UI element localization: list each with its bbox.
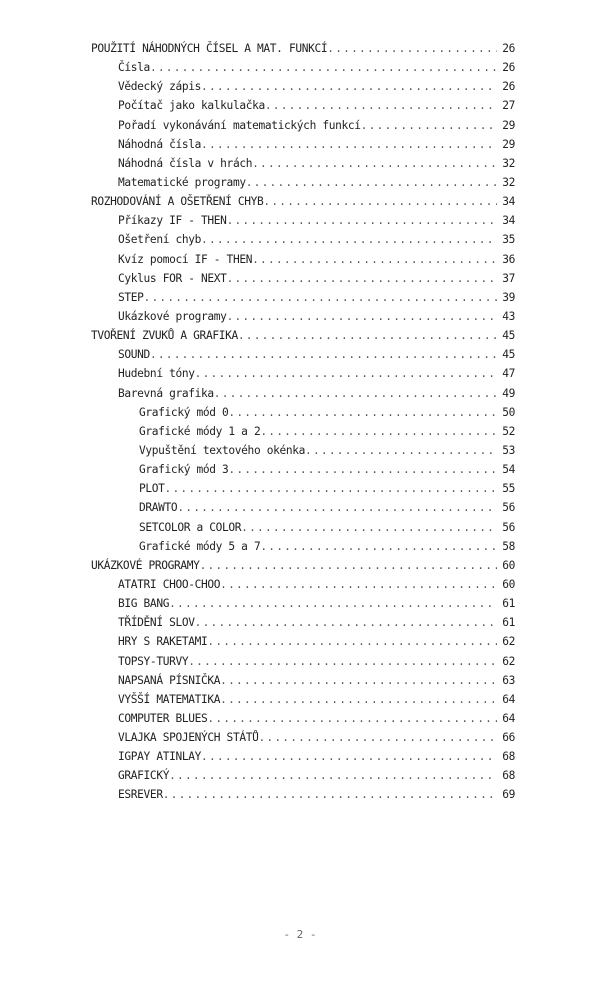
toc-entry (91, 518, 515, 537)
toc-entry (91, 211, 515, 230)
toc-entry-label: Vědecký zápis (118, 80, 202, 94)
toc-entry (91, 709, 515, 728)
dot-leader (200, 556, 497, 575)
toc-entry-label: Ošetření chyb (118, 233, 202, 247)
toc-entry-label: VLAJKA SPOJENÝCH STÁTŮ (118, 731, 259, 745)
dot-leader (227, 307, 497, 326)
toc-entry-page: 29 (502, 118, 515, 132)
dot-leader (260, 422, 497, 441)
toc-entry-page: 37 (502, 271, 515, 285)
dot-leader (227, 269, 497, 288)
dot-leader (144, 288, 497, 307)
dot-leader (220, 575, 497, 594)
toc-entry-page: 49 (502, 386, 515, 400)
toc-entry (91, 498, 515, 517)
dot-leader (246, 173, 497, 192)
dot-leader (260, 537, 497, 556)
toc-entry-page: 45 (502, 329, 515, 343)
toc-entry-label: IGPAY ATINLAY (118, 750, 202, 764)
toc-entry (91, 594, 515, 613)
toc-entry-label: Čísla (118, 61, 150, 75)
toc-entry-page: 63 (502, 673, 515, 687)
toc-section (91, 556, 515, 575)
dot-leader (177, 498, 497, 517)
toc-entry-label: ATATRI CHOO-CHOO (118, 577, 221, 591)
dot-leader (220, 690, 497, 709)
toc-entry-page: 35 (502, 233, 515, 247)
dot-leader (150, 58, 497, 77)
dot-leader (163, 785, 497, 804)
toc-entry-label: Příkazy IF - THEN (118, 214, 227, 228)
dot-leader (327, 39, 497, 58)
toc-entry (91, 575, 515, 594)
toc-entry (91, 77, 515, 96)
toc-entry-label: Grafický mód 0 (139, 405, 229, 419)
toc-entry-label: TVOŘENÍ ZVUKŮ A GRAFIKA (91, 329, 238, 343)
toc-entry (91, 384, 515, 403)
dot-leader (238, 326, 497, 345)
toc-entry-label: COMPUTER BLUES (118, 711, 208, 725)
toc-entry-page: 32 (502, 156, 515, 170)
toc-entry (91, 785, 515, 804)
toc-entry-label: Barevná grafika (118, 386, 214, 400)
toc-entry (91, 728, 515, 747)
toc-entry-label: TŘÍDĚNÍ SLOV (118, 616, 195, 630)
toc-entry-page: 56 (502, 501, 515, 515)
toc-entry-page: 60 (502, 577, 515, 591)
toc-entry (91, 58, 515, 77)
toc-entry-label: Grafické módy 1 a 2 (139, 424, 261, 438)
dot-leader (252, 154, 497, 173)
toc-entry-label: Počítač jako kalkulačka (118, 99, 265, 113)
toc-entry-label: UKÁZKOVÉ PROGRAMY (91, 558, 200, 572)
toc-entry-page: 36 (502, 252, 515, 266)
toc-entry-label: TOPSY-TURVY (118, 654, 189, 668)
toc-entry-page: 47 (502, 367, 515, 381)
toc-entry-page: 61 (502, 597, 515, 611)
toc-entry-label: Grafické módy 5 a 7 (139, 539, 261, 553)
dot-leader (241, 518, 497, 537)
dot-leader (252, 250, 497, 269)
toc-entry (91, 345, 515, 364)
toc-entry (91, 671, 515, 690)
toc-entry-page: 26 (502, 80, 515, 94)
toc-entry-label: Grafický mód 3 (139, 463, 229, 477)
toc-entry (91, 250, 515, 269)
dot-leader (201, 747, 497, 766)
toc-entry (91, 766, 515, 785)
toc-entry-page: 62 (502, 635, 515, 649)
toc-entry-page: 62 (502, 654, 515, 668)
toc-entry-label: Pořadí vykonávání matematických funkcí (118, 118, 361, 132)
toc-entry-label: GRAFICKÝ (118, 769, 170, 783)
toc-entry (91, 747, 515, 766)
toc-entry-page: 66 (502, 731, 515, 745)
toc-section (91, 326, 515, 345)
toc-entry-page: 39 (502, 290, 515, 304)
toc-entry-page: 61 (502, 616, 515, 630)
dot-leader (201, 135, 497, 154)
toc-entry-label: PLOT (139, 482, 165, 496)
toc-entry-page: 55 (502, 482, 515, 496)
toc-section (91, 192, 515, 211)
toc-entry (91, 403, 515, 422)
toc-entry (91, 96, 515, 115)
dot-leader (169, 594, 497, 613)
toc-entry (91, 135, 515, 154)
toc-entry-label: ROZHODOVÁNÍ A OŠETŘENÍ CHYB (91, 195, 264, 209)
toc-entry (91, 307, 515, 326)
toc-entry (91, 230, 515, 249)
toc-entry (91, 288, 515, 307)
toc-entry-page: 26 (502, 61, 515, 75)
toc-entry-label: Ukázkové programy (118, 309, 227, 323)
toc-entry-label: ESREVER (118, 788, 163, 802)
dot-leader (258, 728, 497, 747)
page-number: - 2 - (283, 928, 317, 941)
toc-entry-page: 64 (502, 692, 515, 706)
toc-entry (91, 460, 515, 479)
dot-leader (220, 671, 497, 690)
toc-entry (91, 690, 515, 709)
toc-entry-label: VYŠŠÍ MATEMATIKA (118, 692, 221, 706)
toc-entry (91, 632, 515, 651)
toc-entry-page: 68 (502, 750, 515, 764)
toc-entry-label: Vypuštění textového okénka (139, 443, 306, 457)
toc-entry (91, 364, 515, 383)
table-of-contents (91, 39, 515, 805)
toc-entry-page: 69 (502, 788, 515, 802)
toc-entry-label: Hudební tóny (118, 367, 195, 381)
toc-entry-page: 53 (502, 443, 515, 457)
toc-entry-label: Matematické programy (118, 175, 246, 189)
dot-leader (207, 709, 497, 728)
toc-entry-page: 34 (502, 195, 515, 209)
dot-leader (169, 766, 497, 785)
dot-leader (228, 403, 497, 422)
toc-entry-page: 26 (502, 42, 515, 55)
toc-entry-label: SETCOLOR a COLOR (139, 520, 242, 534)
dot-leader (361, 116, 497, 135)
toc-entry (91, 116, 515, 135)
toc-entry-page: 60 (502, 558, 515, 572)
toc-entry-page: 56 (502, 520, 515, 534)
toc-entry (91, 537, 515, 556)
dot-leader (201, 230, 497, 249)
toc-entry-page: 54 (502, 463, 515, 477)
toc-entry-page: 27 (502, 99, 515, 113)
toc-entry-label: BIG BANG (118, 597, 170, 611)
dot-leader (150, 345, 497, 364)
dot-leader (227, 211, 497, 230)
toc-entry-label: STEP (118, 290, 144, 304)
dot-leader (214, 384, 497, 403)
toc-entry-page: 50 (502, 405, 515, 419)
dot-leader (188, 652, 497, 671)
dot-leader (207, 632, 497, 651)
toc-entry-page: 43 (502, 309, 515, 323)
dot-leader (228, 460, 497, 479)
toc-entry-label: Náhodná čísla (118, 137, 202, 151)
toc-entry-label: NAPSANÁ PÍSNIČKA (118, 673, 221, 687)
dot-leader (265, 96, 497, 115)
toc-entry-page: 68 (502, 769, 515, 783)
toc-entry (91, 652, 515, 671)
toc-entry-page: 64 (502, 711, 515, 725)
toc-entry (91, 441, 515, 460)
dot-leader (263, 192, 497, 211)
toc-entry-page: 52 (502, 424, 515, 438)
toc-section (91, 39, 515, 58)
toc-entry (91, 269, 515, 288)
toc-entry-page: 29 (502, 137, 515, 151)
toc-entry-label: Cyklus FOR - NEXT (118, 271, 227, 285)
toc-entry-page: 45 (502, 348, 515, 362)
toc-entry (91, 479, 515, 498)
toc-entry-label: HRY S RAKETAMI (118, 635, 208, 649)
toc-entry (91, 422, 515, 441)
toc-entry-label: DRAWTO (139, 501, 178, 515)
toc-entry-label: Kvíz pomocí IF - THEN (118, 252, 253, 266)
dot-leader (195, 613, 497, 632)
toc-entry (91, 173, 515, 192)
dot-leader (201, 77, 497, 96)
toc-entry-page: 58 (502, 539, 515, 553)
toc-entry-label: SOUND (118, 348, 150, 362)
toc-entry-label: Náhodná čísla v hrách (118, 156, 253, 170)
toc-entry-page: 32 (502, 175, 515, 189)
dot-leader (305, 441, 497, 460)
dot-leader (165, 479, 497, 498)
toc-entry-page: 34 (502, 214, 515, 228)
toc-entry-label: POUŽITÍ NÁHODNÝCH ČÍSEL A MAT. FUNKCÍ (91, 42, 328, 55)
toc-entry (91, 154, 515, 173)
toc-entry (91, 613, 515, 632)
dot-leader (195, 364, 497, 383)
